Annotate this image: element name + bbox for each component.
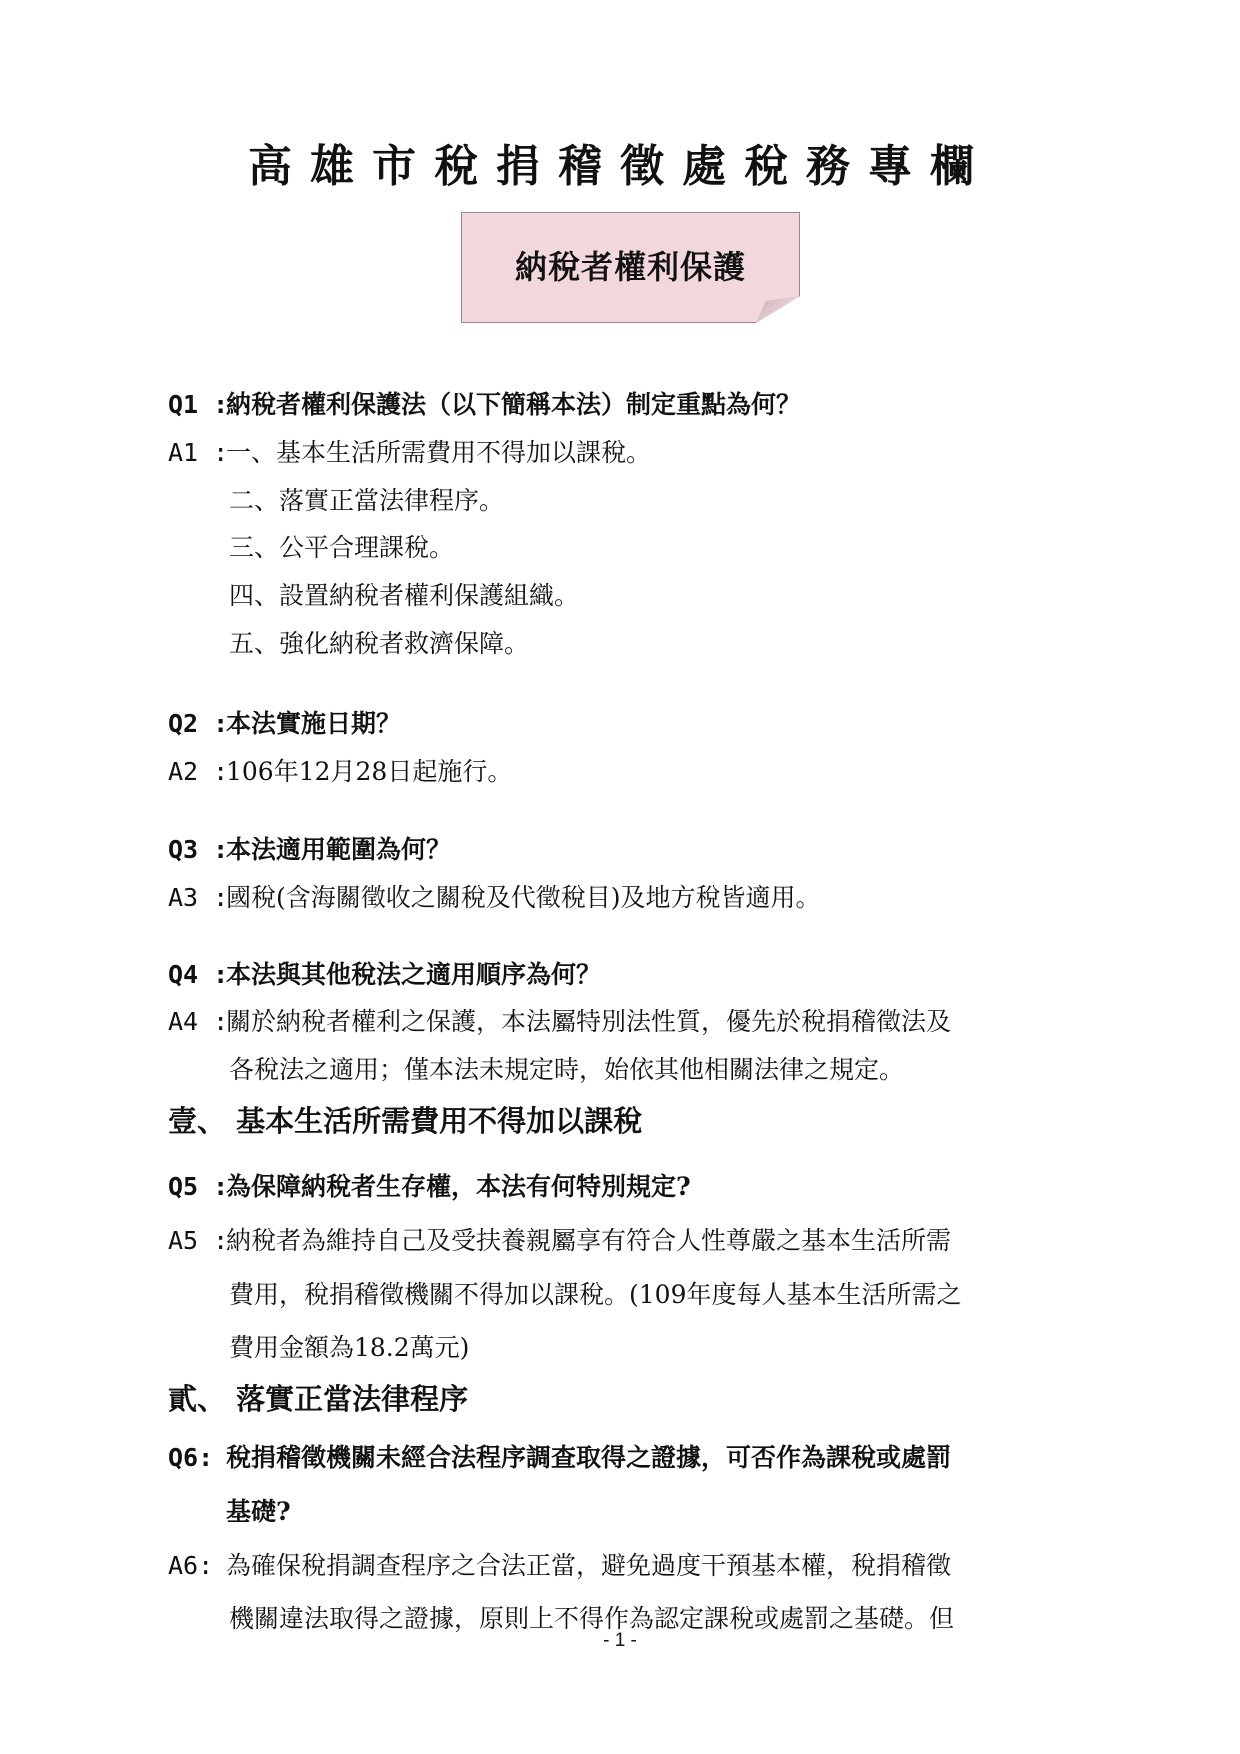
- answer-1-label: A1 :: [168, 438, 229, 467]
- banner-title: 納稅者權利保護: [514, 248, 746, 286]
- answer-5-line: 納稅者為維持自己及受扶養親屬享有符合人性尊嚴之基本生活所需: [226, 1226, 952, 1255]
- question-2-label: Q2 :: [168, 709, 229, 738]
- answer-1-item: 四、設置納稅者權利保護組織。: [229, 581, 580, 610]
- question-4-label: Q4 :: [168, 960, 229, 989]
- answer-3-text: 國稅(含海關徵收之關稅及代徵稅目)及地方稅皆適用。: [226, 883, 821, 912]
- answer-4-line: 關於納稅者權利之保護，本法屬特別法性質，優先於稅捐稽徵法及: [226, 1007, 952, 1036]
- answer-1-item: 三、公平合理課稅。: [229, 533, 455, 562]
- answer-5-line: 費用，稅捐稽徵機關不得加以課稅。(109年度每人基本生活所需之: [229, 1280, 962, 1309]
- answer-4-label: A4 :: [168, 1007, 229, 1036]
- answer-6-line: 為確保稅捐調查程序之合法正當，避免過度干預基本權，稅捐稽徵: [226, 1551, 952, 1580]
- question-1-label: Q1 :: [168, 390, 229, 419]
- page-number: - 1 -: [603, 1630, 637, 1651]
- question-1: [168, 388, 801, 422]
- page-title: 高雄市稅捐稽徵處稅務專欄: [248, 141, 992, 192]
- answer-4-line: 各稅法之適用；僅本法未規定時，始依其他相關法律之規定。: [229, 1055, 905, 1084]
- question-4-text: 本法與其他稅法之適用順序為何？: [226, 960, 602, 989]
- answer-1-item: 一、基本生活所需費用不得加以課稅。: [226, 438, 652, 467]
- question-3-label: Q3 :: [168, 835, 229, 864]
- answer-3-label: A3 :: [168, 883, 229, 912]
- question-6-line: 基礎?: [226, 1497, 291, 1526]
- question-5-label: Q5 :: [168, 1172, 229, 1201]
- answer-6-label: A6:: [168, 1551, 214, 1580]
- question-5: [168, 1170, 691, 1204]
- question-6: [168, 1441, 951, 1475]
- question-2: [168, 707, 401, 741]
- answer-6-line: 機關違法取得之證據，原則上不得作為認定課稅或處罰之基礎。但: [229, 1604, 955, 1633]
- question-4: [168, 958, 601, 992]
- question-5-text: 為保障納稅者生存權，本法有何特別規定?: [226, 1172, 691, 1201]
- answer-3: [168, 881, 821, 915]
- answer-2-label: A2 :: [168, 757, 229, 786]
- question-2-text: 本法實施日期？: [226, 709, 402, 738]
- section-heading-2: 貳、 落實正當法律程序: [168, 1382, 469, 1416]
- answer-1-item: 二、落實正當法律程序。: [229, 486, 505, 515]
- answer-5-line: 費用金額為18.2萬元): [229, 1333, 470, 1362]
- answer-2-text: 106年12月28日起施行。: [226, 757, 513, 786]
- question-6-label: Q6:: [168, 1443, 214, 1472]
- answer-4: [168, 1005, 951, 1039]
- question-1-text: 納稅者權利保護法（以下簡稱本法）制定重點為何？: [226, 390, 802, 419]
- answer-1-item: 五、強化納稅者救濟保障。: [229, 629, 530, 658]
- question-3-text: 本法適用範圍為何？: [226, 835, 452, 864]
- answer-5-label: A5 :: [168, 1226, 229, 1255]
- question-3: [168, 833, 451, 867]
- answer-2: [168, 755, 512, 789]
- answer-6: [168, 1549, 951, 1583]
- section-heading-1: 壹、 基本生活所需費用不得加以課稅: [168, 1104, 643, 1138]
- question-6-line: 稅捐稽徵機關未經合法程序調查取得之證據，可否作為課稅或處罰: [226, 1443, 952, 1472]
- answer-1: [168, 436, 651, 470]
- answer-5: [168, 1224, 951, 1258]
